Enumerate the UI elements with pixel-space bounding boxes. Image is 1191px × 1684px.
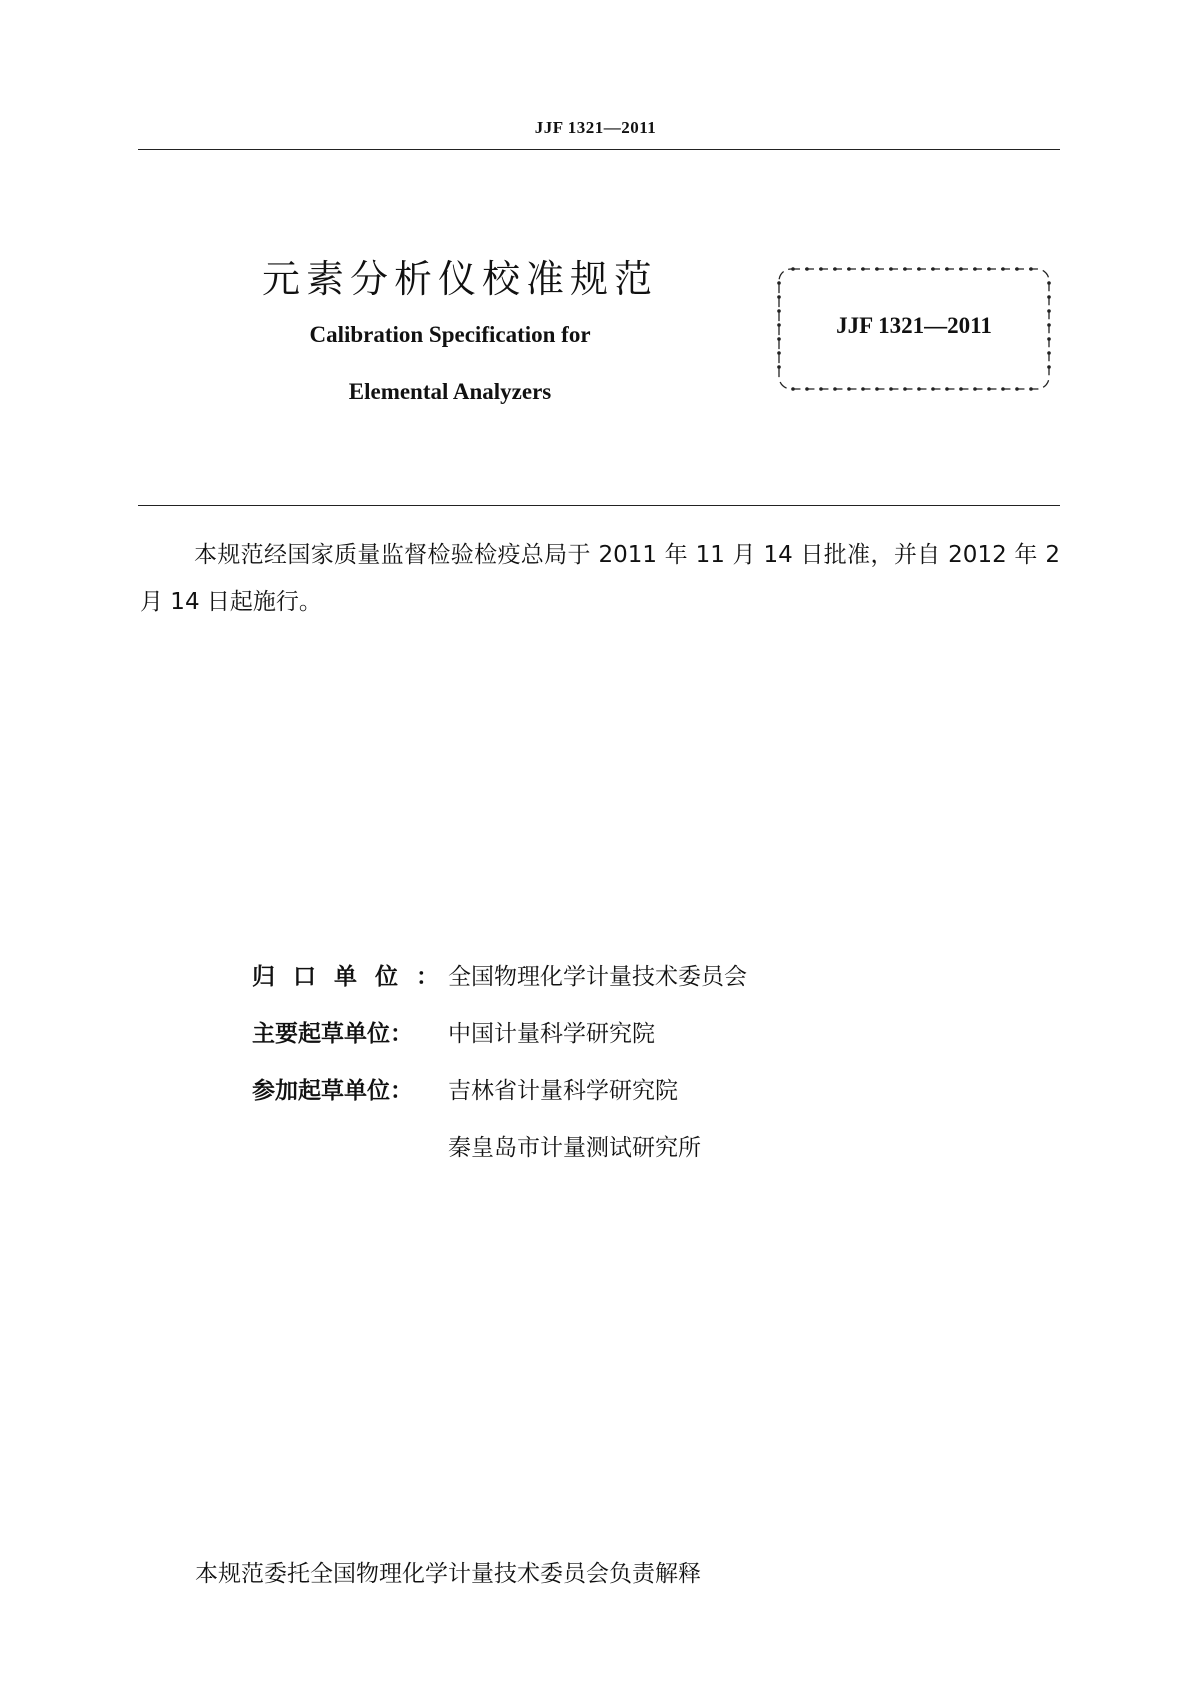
code-box-text: JJF 1321—2011 [836, 313, 992, 338]
border-dot [819, 267, 823, 271]
org-value: 秦皇岛市计量测试研究所 [448, 1135, 701, 1161]
border-dot [1047, 295, 1051, 299]
border-dot [875, 387, 879, 391]
header-rule [138, 149, 1060, 150]
border-dot [1047, 281, 1051, 285]
title-english-line-1: Calibration Specification for [309, 322, 591, 347]
border-dot [805, 267, 809, 271]
org-row-participating-drafter [252, 1072, 678, 1105]
border-dot [987, 387, 991, 391]
border-dot [1047, 351, 1051, 355]
border-dot [973, 267, 977, 271]
border-dot [917, 267, 921, 271]
border-dot [777, 351, 781, 355]
border-dot [875, 267, 879, 271]
border-dot [861, 387, 865, 391]
border-dot [917, 387, 921, 391]
org-label: 参加起草单位： [252, 1078, 413, 1104]
border-dot [959, 387, 963, 391]
border-dot [833, 387, 837, 391]
border-dot [889, 387, 893, 391]
border-dot [847, 267, 851, 271]
border-dot [1001, 387, 1005, 391]
border-dot [1015, 267, 1019, 271]
org-row-responsible [252, 958, 747, 991]
border-dot [945, 267, 949, 271]
border-dot [861, 267, 865, 271]
border-dot [1047, 365, 1051, 369]
border-dot [931, 267, 935, 271]
code-box [775, 265, 1053, 393]
border-dot [833, 267, 837, 271]
border-dot [1029, 267, 1033, 271]
border-dot [777, 365, 781, 369]
org-value: 中国计量科学研究院 [448, 1021, 655, 1047]
org-label: 归口单位： [252, 964, 457, 990]
org-row-main-drafter [252, 1015, 655, 1048]
border-dot [903, 387, 907, 391]
header-code: JJF 1321—2011 [534, 118, 657, 137]
border-dot [819, 387, 823, 391]
org-value: 吉林省计量科学研究院 [448, 1078, 678, 1104]
interpretation-statement: 本规范委托全国物理化学计量技术委员会负责解释 [195, 1561, 701, 1587]
border-dot [903, 267, 907, 271]
border-dot [791, 267, 795, 271]
org-label: 主要起草单位： [252, 1021, 413, 1047]
border-dot [973, 387, 977, 391]
border-dot [1015, 387, 1019, 391]
border-dot [805, 387, 809, 391]
border-dot [987, 267, 991, 271]
border-dot [777, 281, 781, 285]
approval-statement: 本规范经国家质量监督检验检疫总局于 2011 年 11 月 14 日批准，并自 2012 年 2 月 14 日起施行。 [140, 542, 1060, 615]
border-dot [931, 387, 935, 391]
border-dot [847, 387, 851, 391]
border-dot [1001, 267, 1005, 271]
border-dot [945, 387, 949, 391]
org-row-participating-drafter-2 [252, 1129, 701, 1162]
border-dot [959, 267, 963, 271]
border-dot [889, 267, 893, 271]
border-dot [777, 295, 781, 299]
title-english-line-2: Elemental Analyzers [348, 379, 552, 404]
border-dot [791, 387, 795, 391]
org-value: 全国物理化学计量技术委员会 [448, 964, 747, 990]
title-chinese: 元素分析仪校准规范 [262, 257, 659, 301]
border-dot [1029, 387, 1033, 391]
main-rule [138, 505, 1060, 506]
